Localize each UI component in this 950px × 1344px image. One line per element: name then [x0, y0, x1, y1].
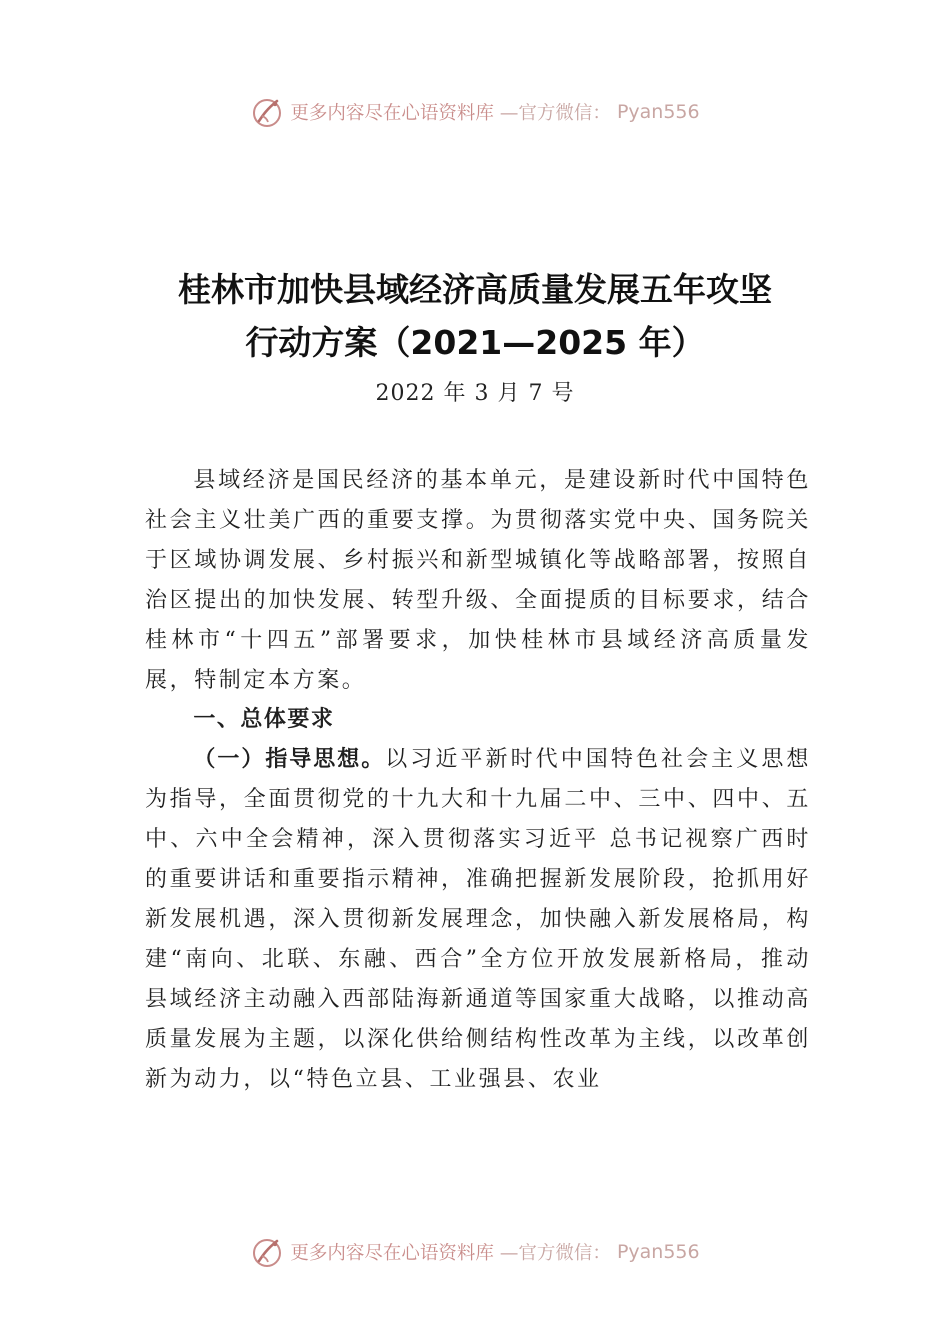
- footer-watermark: [0, 1232, 950, 1272]
- document-title-line-2: 行动方案（2021—2025 年）: [245, 323, 705, 362]
- watermark-separator-text: —官方微信：: [499, 103, 611, 124]
- section-heading: 一、总体要求: [193, 707, 335, 733]
- document-date: 2022 年 3 月 7 号: [375, 381, 575, 406]
- brush-logo-icon: [250, 95, 284, 129]
- header-watermark: [0, 92, 950, 132]
- document-title-line-1: 桂林市加快县域经济高质量发展五年攻坚: [178, 270, 772, 309]
- intro-paragraph: 县域经济是国民经济的基本单元，是建设新时代中国特色社会主义壮美广西的重要支撑。为贯彻落实党中央、国务院关于区域协调发展、乡村振兴和新型城镇化等战略部署，按照自治区提出的加快发展、转型升级、全面提质的目标要求，结合桂林市“十四五”部署要求，加快桂林市县域经济高质量发展，特制定本方案。: [145, 468, 811, 693]
- subsection-lead: （一）指导思想。: [193, 747, 386, 773]
- watermark-wechat-id: Pyan556: [616, 1241, 700, 1263]
- watermark-separator-text: —官方微信：: [499, 1243, 611, 1264]
- brush-logo-icon: [250, 1235, 284, 1269]
- watermark-wechat-id: Pyan556: [616, 101, 700, 123]
- watermark-main-text: 更多内容尽在心语资料库: [290, 1243, 494, 1264]
- subsection-text: 以习近平新时代中国特色社会主义思想为指导，全面贯彻党的十九大和十九届二中、三中、四中、五中、六中全会精神，深入贯彻落实习近平 总书记视察广西时的重要讲话和重要指示精神，准确把握新发展阶段，抢抓用好新发展机遇，深入贯彻新发展理念，加快融入新发展格局，构建“南向、北联、东融、西合”全方位开放发展新格局，推动县域经济主动融入西部陆海新通道等国家重大战略，以推动高质量发展为主题，以深化供给侧结构性改革为主线，以改革创新为动力，以“特色立县、工业强县、农业: [145, 747, 811, 1092]
- watermark-main-text: 更多内容尽在心语资料库: [290, 103, 494, 124]
- guiding-thought-paragraph: [145, 740, 811, 1099]
- document-body: [145, 461, 811, 1100]
